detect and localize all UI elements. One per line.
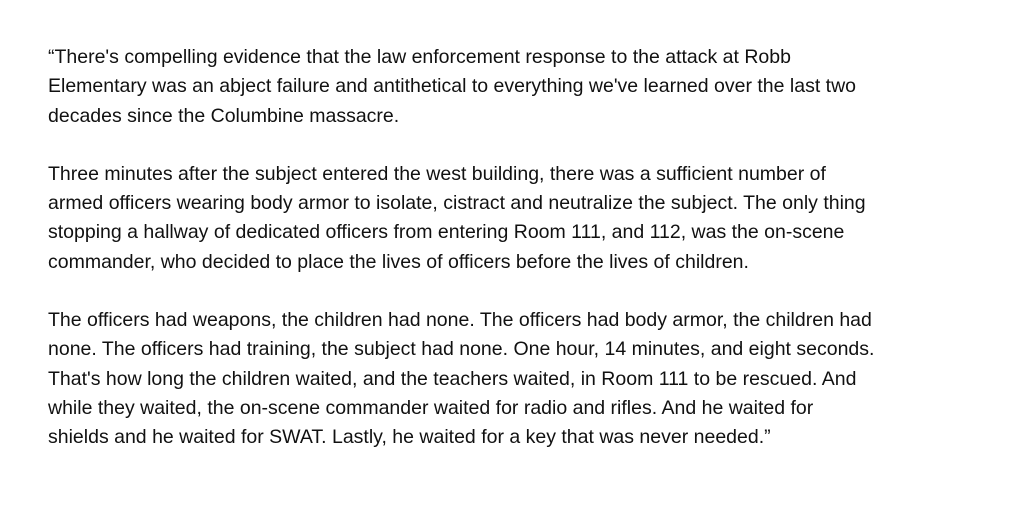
paragraph-1: “There's compelling evidence that the law enforcement response to the attack at Robb Elementary was an abject failure and antithetical to everything we've learned over the last two decades since the Columbine massacre. — [48, 46, 857, 127]
paragraph-2: Three minutes after the subject entered the west building, there was a sufficient number of armed officers wearing body armor to isolate, cistract and neutralize the subject. The only thing stopping a hallway of dedicated officers from entering Room 111, and 112, was the on-scene commander, who decided to place the lives of officers before the lives of children. — [48, 162, 866, 273]
quote-block — [48, 43, 1008, 453]
paragraph-3: The officers had weapons, the children had none. The officers had body armor, the children had none. The officers had training, the subject had none. One hour, 14 minutes, and eight seconds. That's how long the children waited, and the teachers waited, in Room 111 to be rescued. And while they waited, the on-scene commander waited for radio and rifles. And he waited for shields and he waited for SWAT. Lastly, he waited for a key that was never needed.” — [48, 309, 875, 449]
